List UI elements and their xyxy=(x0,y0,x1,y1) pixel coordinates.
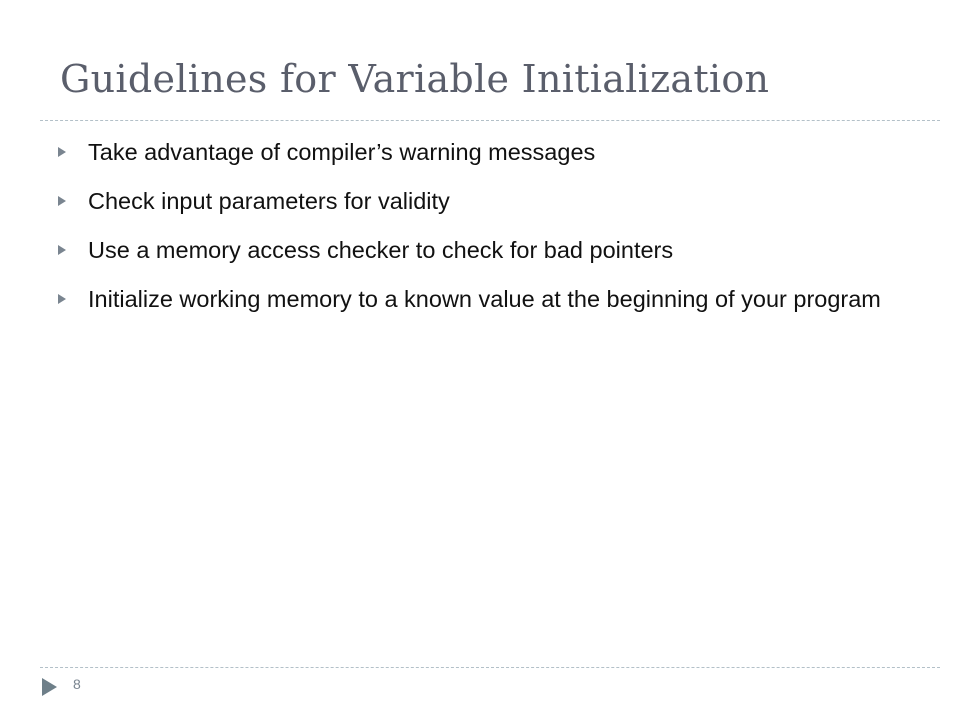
triangle-bullet-icon xyxy=(58,196,66,206)
bullet-list xyxy=(58,138,908,334)
bullet-text: Use a memory access checker to check for bad pointers xyxy=(88,237,674,263)
triangle-bullet-icon xyxy=(58,147,66,157)
list-item xyxy=(58,236,908,265)
bullet-text: Check input parameters for validity xyxy=(88,188,450,214)
triangle-marker-icon xyxy=(42,678,57,696)
footer-divider xyxy=(40,667,940,668)
title-divider xyxy=(40,120,940,121)
list-item xyxy=(58,285,908,314)
bullet-text: Take advantage of compiler’s warning messages xyxy=(88,139,596,165)
bullet-text: Initialize working memory to a known value at the beginning of your program xyxy=(88,286,881,312)
page-number: 8 xyxy=(73,676,81,692)
triangle-bullet-icon xyxy=(58,294,66,304)
triangle-bullet-icon xyxy=(58,245,66,255)
slide-title: Guidelines for Variable Initialization xyxy=(60,57,770,101)
list-item xyxy=(58,138,908,167)
list-item xyxy=(58,187,908,216)
